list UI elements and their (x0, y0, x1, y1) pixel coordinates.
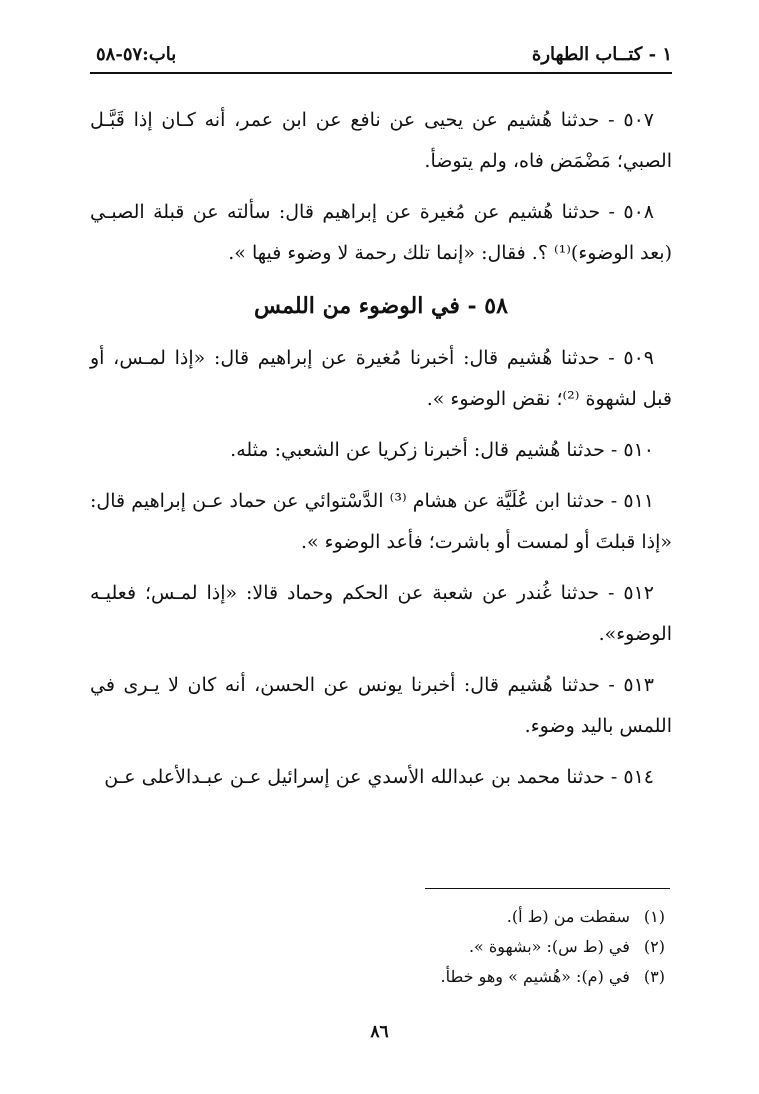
page-number: ٨٦ (370, 1022, 389, 1042)
footnotes (90, 902, 665, 992)
hadith-510: ٥١٠ - حدثنا هُشيم قال: أخبرنا زكريا عن الشعبي: مثله. (230, 439, 654, 461)
hadith-511: ٥١١ - حدثنا ابن عُلَيَّة عن هشام ⁽³⁾ الدَّسْتوائي عن حماد عـن إبراهيم قال: «إذا قبلتَ أو لمست أو باشرت؛ فأعد الوضوء ». (90, 490, 672, 553)
section-heading: ٥٨ - في الوضوء من اللمس (254, 293, 508, 319)
footnote-divider (425, 888, 670, 889)
footnote-number: (٢) (643, 937, 665, 956)
footnote-3 (90, 962, 665, 992)
hadith-507: ٥٠٧ - حدثنا هُشيم عن يحيى عن نافع عن ابن عمر، أنه كـان إذا قَبَّـل الصبي؛ مَضْمَض فاه، ولم يتوضأ. (90, 109, 672, 172)
chapter-reference: باب:٥٧-٥٨ (96, 44, 177, 65)
footnote-2 (90, 932, 665, 962)
main-text (90, 100, 672, 808)
hadith-514: ٥١٤ - حدثنا محمد بن عبدالله الأسدي عن إسرائيل عـن عبـدالأعلى عـن (104, 766, 654, 788)
hadith-509: ٥٠٩ - حدثنا هُشيم قال: أخبرنا مُغيرة عن إبراهيم قال: «إذا لمـس، أو قبل لشهوة ⁽²⁾؛ نقض الوضوء ». (90, 347, 672, 410)
footnote-1 (90, 902, 665, 932)
hadith-508: ٥٠٨ - حدثنا هُشيم عن مُغيرة عن إبراهيم قال: سألته عن قبلة الصبـي (بعد الوضوء)⁽¹⁾ ؟. فقال: «إنما تلك رحمة لا وضوء فيها ». (90, 201, 672, 264)
footnote-number: (١) (643, 907, 665, 926)
footnote-text: سقطت من (ط أ). (506, 907, 630, 926)
running-header (90, 40, 672, 74)
book-title: ١ - كتــاب الطهارة (531, 44, 672, 65)
hadith-513: ٥١٣ - حدثنا هُشيم قال: أخبرنا يونس عن الحسن، أنه كان لا يـرى في اللمس باليد وضوء. (90, 674, 672, 737)
footnote-number: (٣) (643, 967, 665, 986)
footnote-text: في (م): «هُشيم » وهو خطأ. (440, 967, 630, 986)
footnote-text: في (ط س): «بشهوة ». (468, 937, 630, 956)
hadith-512: ٥١٢ - حدثنا غُندر عن شعبة عن الحكم وحماد قالا: «إذا لمـس؛ فعليـه الوضوء». (90, 582, 672, 645)
